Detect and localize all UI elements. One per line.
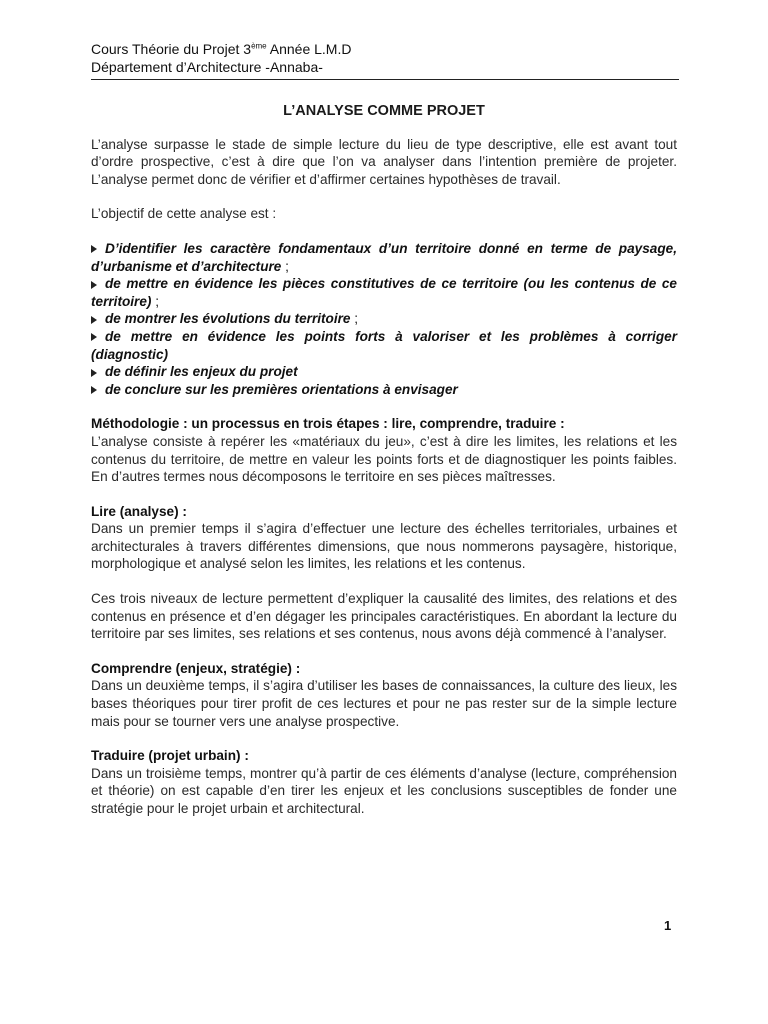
objectives-list bbox=[91, 240, 677, 398]
document-title: L’ANALYSE COMME PROJET bbox=[283, 103, 485, 119]
lire-heading: Lire (analyse) : bbox=[91, 503, 187, 519]
course-title-superscript: ème bbox=[251, 41, 267, 51]
list-item-text: de conclure sur les premières orientations à envisager bbox=[105, 381, 458, 397]
comprendre-paragraph: Dans un deuxième temps, il s’agira d’utiliser les bases de connaissances, la culture des lieux, les bases théoriques pour tirer profit de ces lectures et pour ne pas rester sur de la simple lecture mais pour se tourner vers une analyse prospective. bbox=[91, 678, 677, 729]
triangle-bullet-icon bbox=[91, 281, 97, 289]
methodology-paragraph: L’analyse consiste à repérer les «matériaux du jeu», c’est à dire les limites, les relations et les contenus du territoire, de mettre en valeur les points forts et de diagnostiquer les points faibles. En d’autres termes nous décomposons le territoire en ses pièces maîtresses. bbox=[91, 433, 677, 485]
traduire-paragraph: Dans un troisième temps, montrer qu’à partir de ces éléments d’analyse (lecture, compréhension et théorie) on est capable d’en tirer les enjeux et les conclusions susceptibles de fonder une stratégie pour le projet urbain et architectural. bbox=[91, 765, 677, 816]
lire-paragraph-2: Ces trois niveaux de lecture permettent d’expliquer la causalité des limites, des relations et des contenus en présence et d’en dégager les principales caractéristiques. En abordant la lecture du territoire par ses limites, ses relations et ses contenus, nous avons déjà commencé à l’analyser. bbox=[91, 591, 677, 642]
department-line: Département d’Architecture -Annaba- bbox=[91, 59, 323, 75]
objective-intro: L’objectif de cette analyse est : bbox=[91, 206, 277, 222]
page-header bbox=[91, 40, 679, 80]
list-item-suffix: ; bbox=[281, 258, 289, 274]
list-item-text: de définir les enjeux du projet bbox=[105, 364, 298, 380]
list-item bbox=[91, 381, 677, 399]
spacer bbox=[91, 188, 677, 205]
header-divider bbox=[91, 79, 679, 80]
list-item bbox=[91, 275, 677, 310]
list-item-text: D’identifier les caractère fondamentaux d’un territoire donné en terme de paysage, d’urbanisme et d’architecture bbox=[91, 240, 677, 274]
list-item bbox=[91, 310, 677, 328]
lire-paragraph-1: Dans un premier temps il s’agira d’effectuer une lecture des échelles territoriales, urbaines et architecturales à travers différentes dimensions, que nous nommerons paysagère, historique, morphologique et analysé selon les limites, les relations et les contenus. bbox=[91, 521, 677, 572]
list-item bbox=[91, 240, 677, 275]
triangle-bullet-icon bbox=[91, 369, 97, 377]
triangle-bullet-icon bbox=[91, 386, 97, 394]
document-body bbox=[91, 103, 677, 818]
triangle-bullet-icon bbox=[91, 333, 97, 341]
list-item bbox=[91, 363, 677, 381]
list-item-text: de mettre en évidence les pièces constitutives de ce territoire (ou les contenus de ce territoire) bbox=[91, 276, 677, 309]
spacer bbox=[91, 573, 677, 590]
list-item-text: de mettre en évidence les points forts à valoriser et les problèmes à corriger (diagnostic) bbox=[91, 328, 677, 362]
comprendre-heading: Comprendre (enjeux, stratégie) : bbox=[91, 660, 301, 676]
methodology-heading: Méthodologie : un processus en trois étapes : lire, comprendre, traduire : bbox=[91, 416, 565, 432]
course-title bbox=[91, 40, 679, 58]
list-item-suffix: ; bbox=[151, 293, 159, 309]
traduire-heading: Traduire (projet urbain) : bbox=[91, 748, 249, 764]
course-title-text: Cours Théorie du Projet 3 bbox=[91, 41, 252, 57]
list-item-suffix: ; bbox=[350, 311, 359, 327]
list-item-text: de montrer les évolutions du territoire bbox=[105, 311, 351, 327]
triangle-bullet-icon bbox=[91, 245, 97, 253]
intro-paragraph: L’analyse surpasse le stade de simple lecture du lieu de type descriptive, elle est avant tout d’ordre prospective, c’est à dire que l’on va analyser dans l’intention première de projeter. L’analyse permet donc de vérifier et d’affirmer certaines hypothèses de travail. bbox=[91, 136, 677, 187]
course-title-suffix: Année L.M.D bbox=[266, 41, 352, 57]
page-number: 1 bbox=[664, 918, 672, 933]
list-item bbox=[91, 328, 677, 363]
triangle-bullet-icon bbox=[91, 316, 97, 324]
